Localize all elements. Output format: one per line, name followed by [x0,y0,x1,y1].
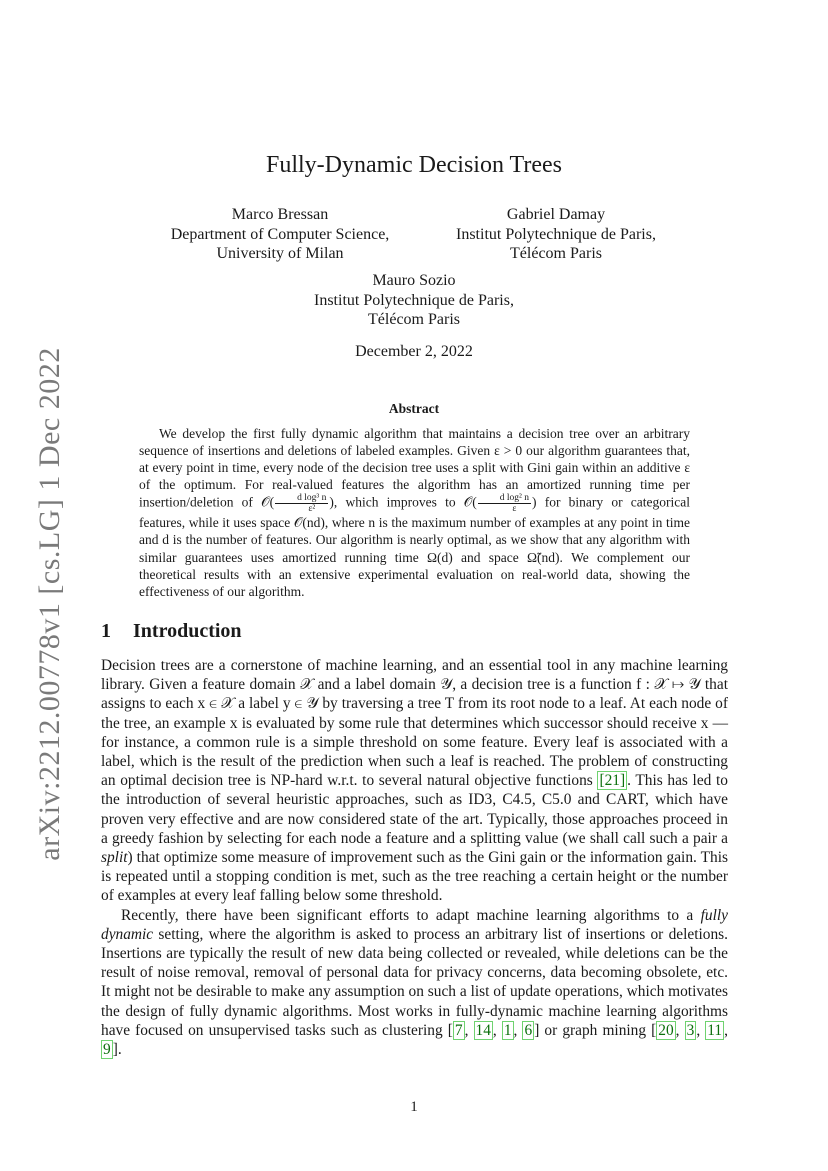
arxiv-identifier: arXiv:2212.00778v1 [cs.LG] 1 Dec 2022 [33,347,66,861]
citation-link[interactable]: 9 [103,1041,111,1059]
author-block [432,205,680,264]
citation-link[interactable]: [21] [599,772,626,790]
paper-date: December 2, 2022 [355,343,473,360]
author-affiliation: Télécom Paris [368,311,460,328]
author-affiliation: Institut Polytechnique de Paris, [456,225,656,243]
fraction: $\frac{\text{d log³ n}}{\text{ε²}}$ [275,493,328,514]
page-number: 1 [410,1099,418,1115]
author-name: Mauro Sozio [372,272,456,289]
author-block [148,205,412,264]
citation-link[interactable]: 14 [475,1021,491,1039]
section-number: 1 [101,620,111,642]
section-heading [101,620,242,643]
abstract-text [139,425,690,600]
fraction: $\frac{\text{d log² n}}{\varepsilon}$ [478,493,531,514]
author-name: Marco Bressan [231,206,329,223]
abstract-paragraph: We develop the first fully dynamic algorithm that maintains a decision tree over an arbitrary sequence of insertions and deletions of labeled examples. Given ε > 0 our algorithm guarantees that, at every point in time, every node of the decision tree uses a split with Gini gain within an additive ε of the optimum. For real-valued features the algorithm has an amortized running time per insertion/deletion of 𝒪( $\frac{\text{d log³ n}}{\text{ε²}}$ ), which improves to 𝒪( $\frac{\text{d log² n}}{\varepsilon}$ ) for binary or categorical features, while it uses space 𝒪(nd), where n is the maximum number of examples at any point in time and d is the number of features. Our algorithm is nearly optimal, as we show that any algorithm with similar guarantees uses amortized running time Ω(d) and space Ω̃(nd). We complement our theoretical results with an extensive experimental evaluation on real-world data, showing the effectiveness of our algorithm. [139,426,691,599]
introduction-body [101,656,728,1059]
citation-link[interactable]: 6 [524,1021,533,1039]
paper-title: Fully-Dynamic Decision Trees [266,152,562,178]
author-affiliation: Institut Polytechnique de Paris, [314,291,514,309]
citation-link[interactable]: 7 [454,1021,463,1039]
section-title: Introduction [133,620,242,642]
author-affiliation: University of Milan [216,245,344,262]
citation-link[interactable]: 1 [503,1021,512,1039]
citation-link[interactable]: 11 [707,1021,723,1039]
body-paragraph: Decision trees are a cornerstone of machine learning, and an essential tool in any machine learning library. Given a feature domain 𝒳 and a label domain 𝒴, a decision tree is a function f : 𝒳 ↦ 𝒴 that assigns to each x ∈ 𝒳 a label y ∈ 𝒴 by traversing a tree T from its root node to a leaf. At each node of the tree, an example x is evaluated by some rule that determines which successor should receive x — for instance, a common rule is a simple threshold on some feature. Every leaf is associated with a label, which is the result of the prediction when such a leaf is reached. The problem of constructing an optimal decision tree is NP-hard w.r.t. to several natural objective functions [21] . This has led to the introduction of several heuristic approaches, such as ID3, C4.5, C5.0 and CART, which have proven very effective and are now considered state of the art. Typically, those approaches proceed in a greedy fashion by selecting for each node a feature and a splitting value (we shall call such a pair a split) that optimize some measure of improvement such as the Gini gain or the information gain. This is repeated until a stopping condition is met, such as the tree reaching a certain height or the number of examples at every leaf falling below some threshold. [101,657,728,905]
author-affiliation: Télécom Paris [510,245,602,262]
author-affiliation: Department of Computer Science, [170,225,390,243]
abstract-heading: Abstract [388,401,440,416]
author-block [284,271,544,330]
citation-link[interactable]: 3 [686,1021,695,1039]
citation-link[interactable]: 20 [658,1021,674,1039]
body-paragraph: Recently, there have been significant efforts to adapt machine learning algorithms to a fully dynamic setting, where the algorithm is asked to process an arbitrary list of insertions or deletions. Insertions are typically the result of new data being collected or revealed, while deletions can be the result of noise removal, removal of personal data for privacy concerns, data becoming obsolete, etc. It might not be desirable to make any assumption on such a list of update operations, which motivates the design of fully dynamic algorithms. Most works in fully-dynamic machine learning algorithms have focused on unsupervised tasks such as clustering [ 7 , 14 , 1 , 6 ] or graph mining [ 20 , 3 , 11 , 9 ]. [101,906,728,1059]
author-name: Gabriel Damay [506,206,606,223]
